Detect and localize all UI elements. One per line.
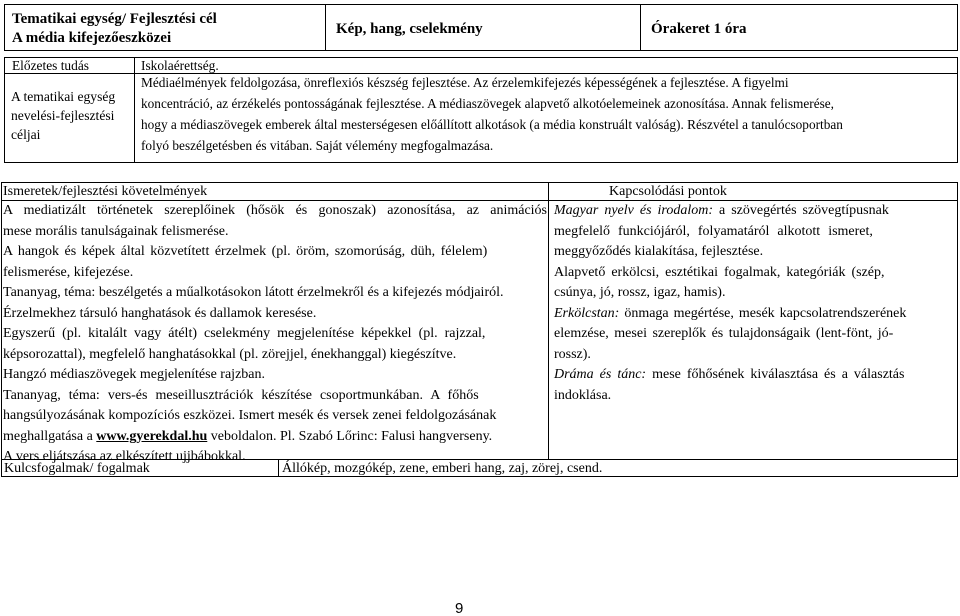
prerequisites-value-cell (134, 57, 958, 74)
requirement-line-6: Érzelmekhez társuló hanghatások és dallamok keresése. (3, 305, 317, 321)
link-suffix: veboldalon. Pl. Szabó Lőrinc: Falusi hangverseny. (207, 428, 493, 444)
requirement-line-3: A hangok és képek által közvetített érzelmek (pl. öröm, szomorúság, düh, félelem) (3, 244, 488, 259)
connection-subject-3: Dráma és tánc: (554, 367, 647, 382)
goals-label-cell (4, 73, 135, 163)
goals-line-2: koncentráció, az érzékelés pontosságának fejlesztése. A médiaszövegek alapvető alkotóelemeinek azonosítása. Annak felismerése, (141, 96, 835, 111)
requirements-header: Ismeretek/fejlesztési követelmények (3, 184, 208, 199)
requirement-line-1: A mediatizált történetek szereplőinek (hősök és gonoszak) azonosítása, az animációs (3, 203, 547, 218)
goals-line-4: folyó beszélgetésben és vitában. Saját vélemény megfogalmazása. (141, 138, 494, 153)
goals-label-line3: céljai (11, 127, 41, 142)
requirements-body (3, 202, 547, 469)
keywords-value-cell (278, 459, 958, 477)
goals-label-line2: nevelési-fejlesztési (11, 108, 115, 123)
connection-line-5: csúnya, jó, rossz, igaz, hamis). (554, 285, 726, 300)
header-unit-cell (325, 4, 641, 51)
requirement-line-13: A vers eljátszása az elkészített ujjbábokkal. (3, 449, 246, 464)
link-prefix: meghallgatása a (3, 428, 97, 444)
prerequisites-label: Előzetes tudás (12, 58, 89, 73)
connection-line-1: Magyar nyelv és irodalom: a szövegértés szövegtípusnak (554, 203, 889, 218)
header-hours-cell (640, 4, 958, 51)
keywords-label: Kulcsfogalmak/ fogalmak (4, 461, 150, 476)
header-unit-title: Kép, hang, cselekmény (336, 21, 483, 37)
keywords-value: Állókép, mozgókép, zene, emberi hang, zaj, zörej, csend. (282, 461, 603, 476)
connection-line-3: meggyőződés kialakítása, fejlesztése. (554, 244, 764, 259)
goals-line-3: hogy a médiaszövegek emberek által mesterségesen előállított alkotások (a média konstruált valóság). Részvétel a tanulócsoportban (141, 117, 843, 132)
connection-line-6: Erkölcstan: önmaga megértése, mesék kapcsolatrendszerének (554, 305, 907, 321)
requirement-line-9: Hangzó médiaszövegek megjelenítése rajzban. (3, 367, 265, 382)
prerequisites-value: Iskolaérettség. (141, 58, 219, 73)
requirement-line-11: hangsúlyozásának kompozíciós eszközei. Ismert mesék és versek zenei feldolgozásának (3, 408, 497, 423)
keywords-label-cell (1, 459, 279, 477)
connection-subject-2: Erkölcstan: (554, 305, 620, 321)
header-title-cell (4, 4, 326, 51)
prerequisites-label-cell (4, 57, 135, 74)
requirement-line-4: felismerése, kifejezése. (3, 264, 134, 280)
connection-line-4: Alapvető erkölcsi, esztétikai fogalmak, kategóriák (szép, (554, 264, 885, 280)
connections-body (554, 202, 946, 407)
requirement-line-7: Egyszerű (pl. kitalált vagy átélt) cselekmény megjelenítése képekkel (pl. rajzzal, (3, 326, 486, 341)
connection-line-2: megfelelő funkciójáról, folyamatáról alkotott ismeret, (554, 223, 873, 239)
connection-line-10: indoklása. (554, 387, 612, 403)
column-divider (548, 182, 549, 460)
connection-line-7: elemzése, mesei szereplők és tulajdonságaik (lent-fönt, jó- (554, 326, 894, 341)
requirement-line-12 (3, 428, 547, 449)
header-hours: Órakeret 1 óra (651, 21, 747, 37)
connection-subject-1: Magyar nyelv és irodalom: (554, 203, 713, 218)
header-title-line2: A média kifejezőeszközei (12, 30, 172, 46)
goals-label-line1: A tematikai egység (11, 89, 116, 104)
header-title-line1: Tematikai egység/ Fejlesztési cél (12, 11, 217, 27)
requirement-line-5: Tananyag, téma: beszélgetés a műalkotásokon látott érzelmekről és a kifejezés módjairól. (3, 285, 504, 300)
connection-line-9: Dráma és tánc: mese főhősének kiválasztása és a választás (554, 367, 905, 382)
gyerekdal-link[interactable]: www.gyerekdal.hu (96, 428, 208, 444)
connection-line-8: rossz). (554, 346, 591, 362)
requirement-line-2: mese morális tanulságainak felismerése. (3, 223, 229, 239)
goals-text-cell (134, 73, 958, 163)
requirement-line-8: képsorozattal), megfelelő hanghatásokkal (pl. zörejjel, énekhanggal) kiegészítve. (3, 346, 457, 362)
requirement-line-10: Tananyag, téma: vers-és meseillusztrációk készítése csoportmunkában. A főhős (3, 387, 479, 403)
goals-line-1: Médiaélmények feldolgozása, önreflexiós készség fejlesztése. Az érzelemkifejezés képességének a fejlesztése. A figyelmi (141, 75, 789, 90)
connections-header: Kapcsolódási pontok (609, 184, 727, 199)
page-number: 9 (455, 600, 464, 616)
